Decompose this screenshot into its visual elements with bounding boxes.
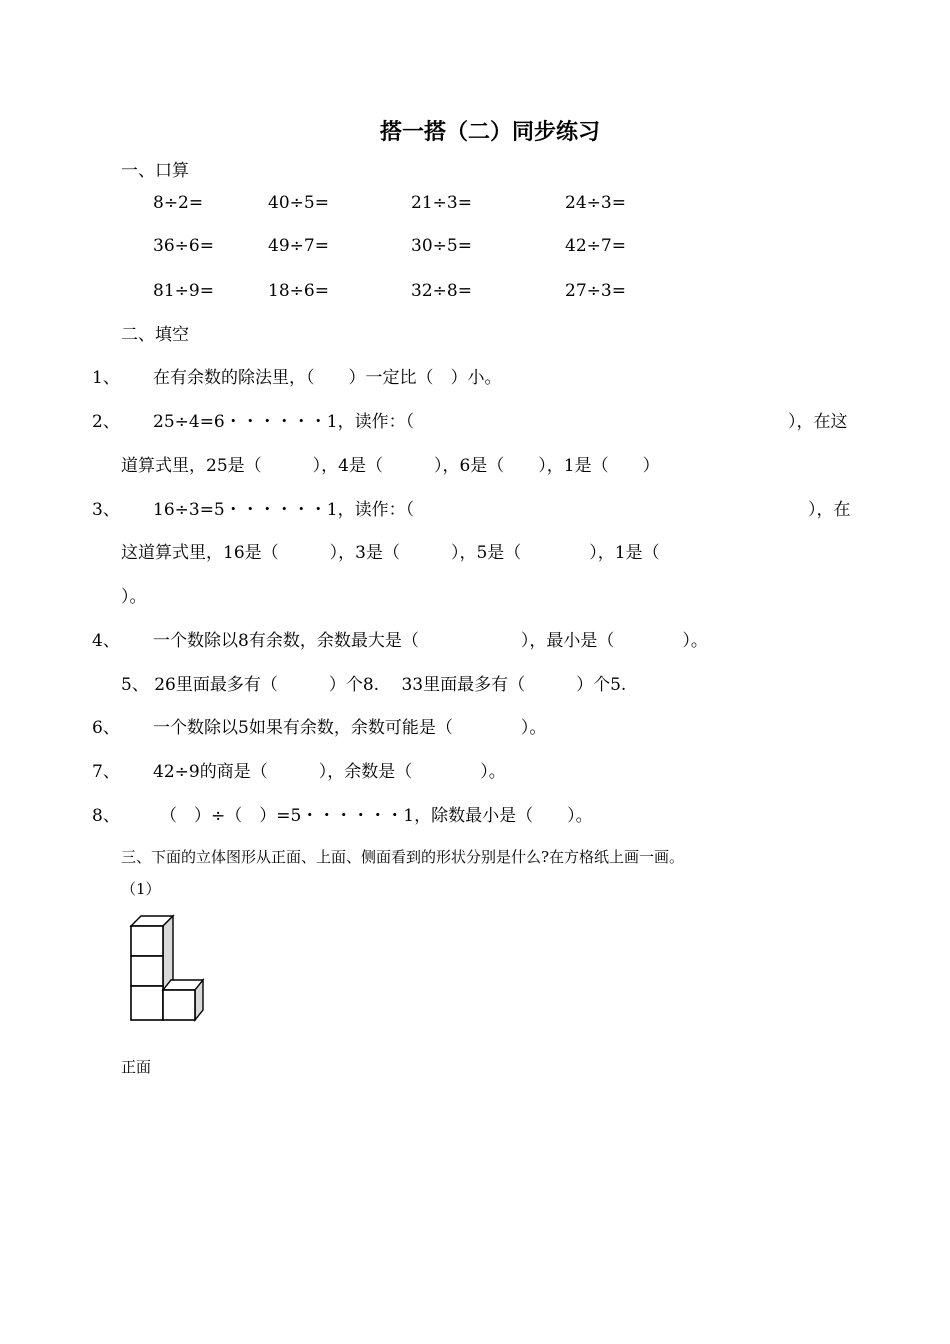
section1-heading: 一、口算 [121, 161, 189, 181]
section3-sub: （1） [121, 880, 161, 898]
question-number: 1、 [92, 368, 120, 388]
question-8-text: （ ）÷（ ）=5・・・・・・1，除数最小是（ ）。 [160, 806, 593, 826]
question-2-line1-end: ），在这 [788, 412, 848, 432]
oral-item: 81÷9= [153, 281, 214, 301]
section2-heading: 二、填空 [121, 325, 189, 345]
question-3-line2: 这道算式里，16是（ ），3是（ ），5是（ ），1是（ [121, 543, 660, 563]
question-number: 4、 [92, 631, 120, 651]
front-label: 正面 [121, 1058, 152, 1076]
question-1-text: 在有余数的除法里，（ ）一定比（ ）小。 [153, 368, 502, 388]
question-number: 2、 [92, 412, 120, 432]
oral-item: 40÷5= [268, 193, 329, 213]
oral-item: 18÷6= [268, 281, 329, 301]
cube-front-face [131, 926, 163, 956]
cube-front-face [131, 956, 163, 986]
question-4-text: 一个数除以8有余数，余数最大是（ ），最小是（ ）。 [153, 631, 708, 651]
oral-item: 30÷5= [411, 236, 472, 256]
oral-item: 32÷8= [411, 281, 472, 301]
question-number: 3、 [92, 500, 120, 520]
oral-item: 21÷3= [411, 193, 472, 213]
question-number: 6、 [92, 718, 120, 738]
oral-item: 24÷3= [565, 193, 626, 213]
oral-item: 36÷6= [153, 236, 214, 256]
question-2-line2: 道算式里，25是（ ），4是（ ），6是（ ），1是（ ） [121, 456, 660, 476]
cube-front-face [163, 990, 195, 1020]
question-2-line1: 25÷4=6・・・・・・1，读作：（ [153, 412, 415, 432]
question-number: 8、 [92, 806, 120, 826]
question-6-text: 一个数除以5如果有余数，余数可能是（ ）。 [153, 718, 547, 738]
question-7-text: 42÷9的商是（ ），余数是（ ）。 [153, 762, 506, 782]
cube-front-face [131, 986, 163, 1020]
page-title: 搭一搭（二）同步练习 [379, 119, 600, 145]
oral-item: 42÷7= [565, 236, 626, 256]
question-3-line1: 16÷3=5・・・・・・1，读作：（ [153, 500, 415, 520]
oral-item: 49÷7= [268, 236, 329, 256]
question-3-line1-end: ），在 [808, 500, 851, 520]
question-5-text: 5、 26里面最多有（ ）个8. 33里面最多有（ ）个5. [121, 675, 627, 695]
question-number: 7、 [92, 762, 120, 782]
cube-figure [125, 910, 215, 1025]
oral-item: 8÷2= [153, 193, 204, 213]
section3-heading: 三、下面的立体图形从正面、上面、侧面看到的形状分别是什么?在方格纸上画一画。 [121, 848, 685, 866]
question-3-line3: ）。 [121, 587, 147, 607]
oral-item: 27÷3= [565, 281, 626, 301]
